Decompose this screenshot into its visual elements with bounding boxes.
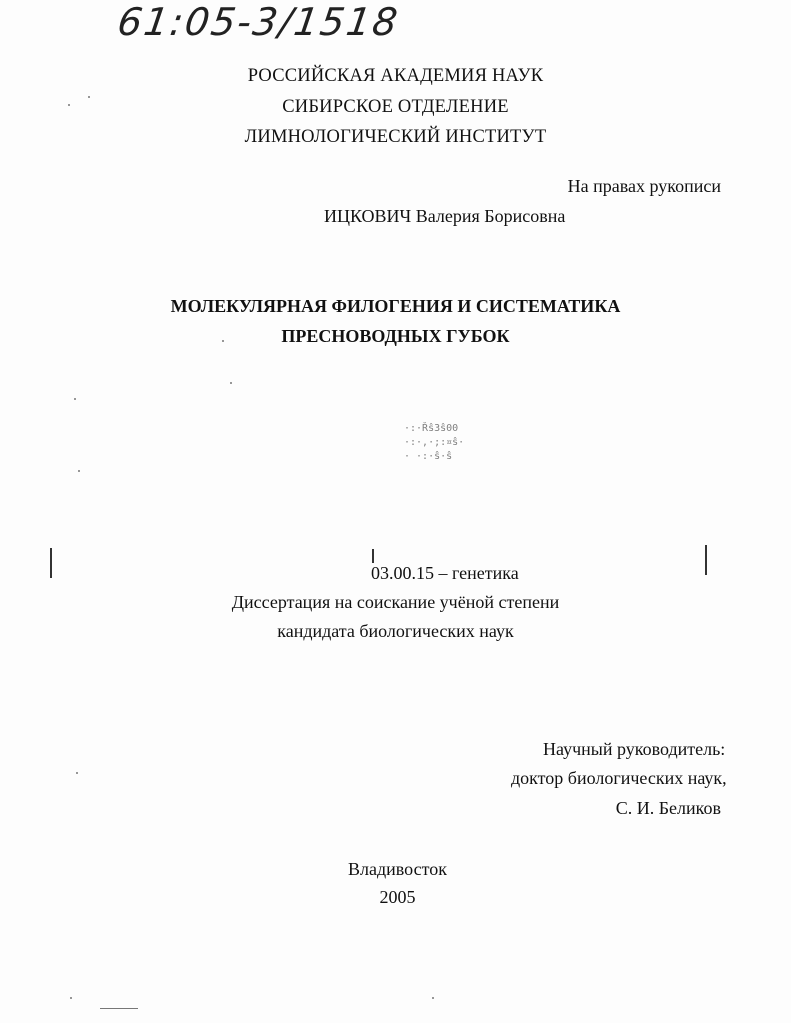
institution-line-1: РОССИЙСКАЯ АКАДЕМИЯ НАУК [247, 66, 544, 86]
scan-speck [78, 470, 80, 472]
specialty-code: 03.00.15 – генетика [371, 563, 519, 583]
thesis-title-line-1: МОЛЕКУЛЯРНАЯ ФИЛОГЕНИЯ И СИСТЕМАТИКА [170, 296, 621, 316]
scan-speck [68, 104, 70, 106]
dissertation-line-2: кандидата биологических наук [277, 621, 514, 641]
supervisor-name: С. И. Беликов [615, 798, 721, 818]
scan-speck [76, 772, 78, 774]
supervisor-degree: доктор биологических наук, [511, 768, 727, 788]
stamp-line-1: ·:·Řŝ3ŝ00 [404, 423, 459, 434]
handwritten-catalog-number: 61:05-3/1518 [114, 0, 403, 44]
city: Владивосток [348, 859, 447, 879]
scan-underline [100, 1008, 138, 1009]
scan-speck [70, 997, 72, 999]
year: 2005 [379, 887, 416, 907]
author-name: ИЦКОВИЧ Валерия Борисовна [324, 206, 566, 226]
scan-speck [230, 382, 232, 384]
dissertation-line-1: Диссертация на соискание учёной степени [231, 592, 560, 612]
thesis-title-line-2: ПРЕСНОВОДНЫХ ГУБОК [281, 326, 510, 346]
institution-line-3: ЛИМНОЛОГИЧЕСКИЙ ИНСТИТУТ [244, 127, 547, 147]
scan-speck [222, 340, 224, 342]
scan-mark-right [705, 545, 707, 575]
scan-speck [88, 96, 90, 98]
scan-mark-center [372, 549, 374, 563]
scan-speck [74, 398, 76, 400]
rights-note: На правах рукописи [567, 176, 721, 196]
library-stamp [404, 422, 496, 470]
stamp-line-3: · ·:·ŝ·ŝ [404, 451, 453, 462]
stamp-line-2: ·:·,·;:¤ŝ· [404, 437, 465, 448]
supervisor-label: Научный руководитель: [543, 739, 726, 759]
scan-mark-left [50, 548, 52, 578]
institution-line-2: СИБИРСКОЕ ОТДЕЛЕНИЕ [282, 97, 509, 117]
scan-speck [432, 997, 434, 999]
